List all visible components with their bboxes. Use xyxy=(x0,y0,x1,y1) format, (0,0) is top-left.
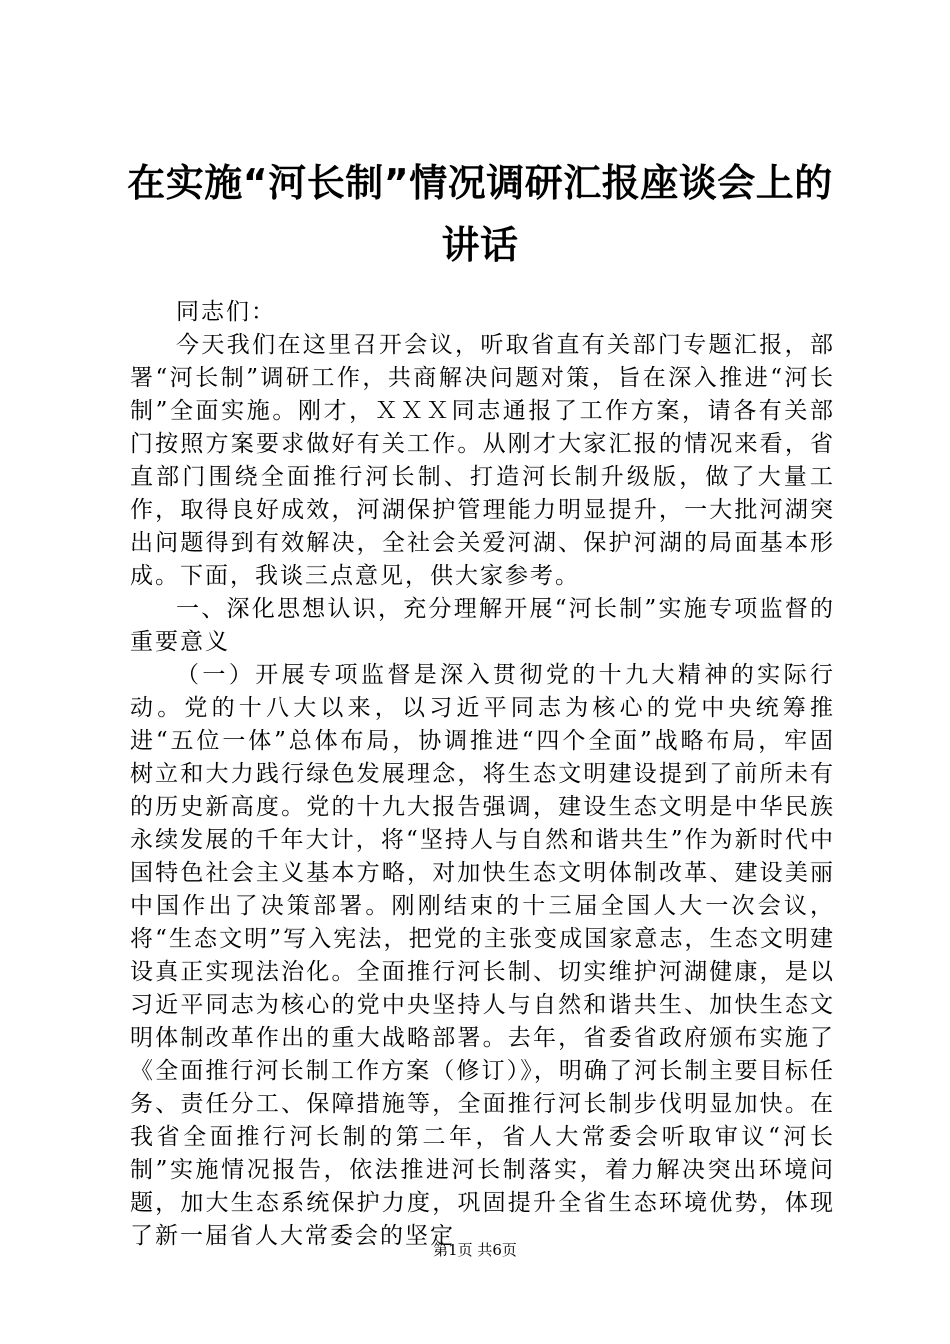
page-number-footer: 第1页 共6页 xyxy=(433,1241,517,1259)
section-heading-1: 一、深化思想认识，充分理解开展“河长制”实施专项监督的重要意义 xyxy=(130,596,835,655)
document-body xyxy=(130,296,835,1253)
paragraph-intro: 今天我们在这里召开会议，听取省直有关部门专题汇报，部署“河长制”调研工作，共商解决问题对策，旨在深入推进“河长制”全面实施。刚才，ＸＸＸ同志通报了工作方案，请各有关部门按照方案要求做好有关工作。从刚才大家汇报的情况来看，省直部门围绕全面推行河长制、打造河长制升级版，做了大量工作，取得良好成效，河湖保护管理能力明显提升，一大批河湖突出问题得到有效解决，全社会关爱河湖、保护河湖的局面基本形成。下面，我谈三点意见，供大家参考。 xyxy=(130,332,835,589)
document-title: 在实施“河长制”情况调研汇报座谈会上的讲话 xyxy=(127,161,833,267)
paragraph-section-1-1: （一）开展专项监督是深入贯彻党的十九大精神的实际行动。党的十八大以来，以习近平同志为核心的党中央统筹推进“五位一体”总体布局，协调推进“四个全面”战略布局，牢固树立和大力践行绿色发展理念，将生态文明建设提到了前所未有的历史新高度。党的十九大报告强调，建设生态文明是中华民族永续发展的千年大计，将“坚持人与自然和谐共生”作为新时代中国特色社会主义基本方略，对加快生态文明体制改革、建设美丽中国作出了决策部署。刚刚结束的十三届全国人大一次会议，将“生态文明”写入宪法，把党的主张变成国家意志，生态文明建设真正实现法治化。全面推行河长制、切实维护河湖健康，是以习近平同志为核心的党中央坚持人与自然和谐共生、加快生态文明体制改革作出的重大战略部署。去年，省委省政府颁布实施了《全面推行河长制工作方案（修订）》，明确了河长制主要目标任务、责任分工、保障措施等，全面推行河长制步伐明显加快。在我省全面推行河长制的第二年，省人大常委会听取审议“河长制”实施情况报告，依法推进河长制落实，着力解决突出环境问题，加大生态系统保护力度，巩固提升全省生态环境优势，体现了新一届省人大常委会的坚定 xyxy=(130,662,835,1249)
salutation: 同志们： xyxy=(176,299,276,325)
